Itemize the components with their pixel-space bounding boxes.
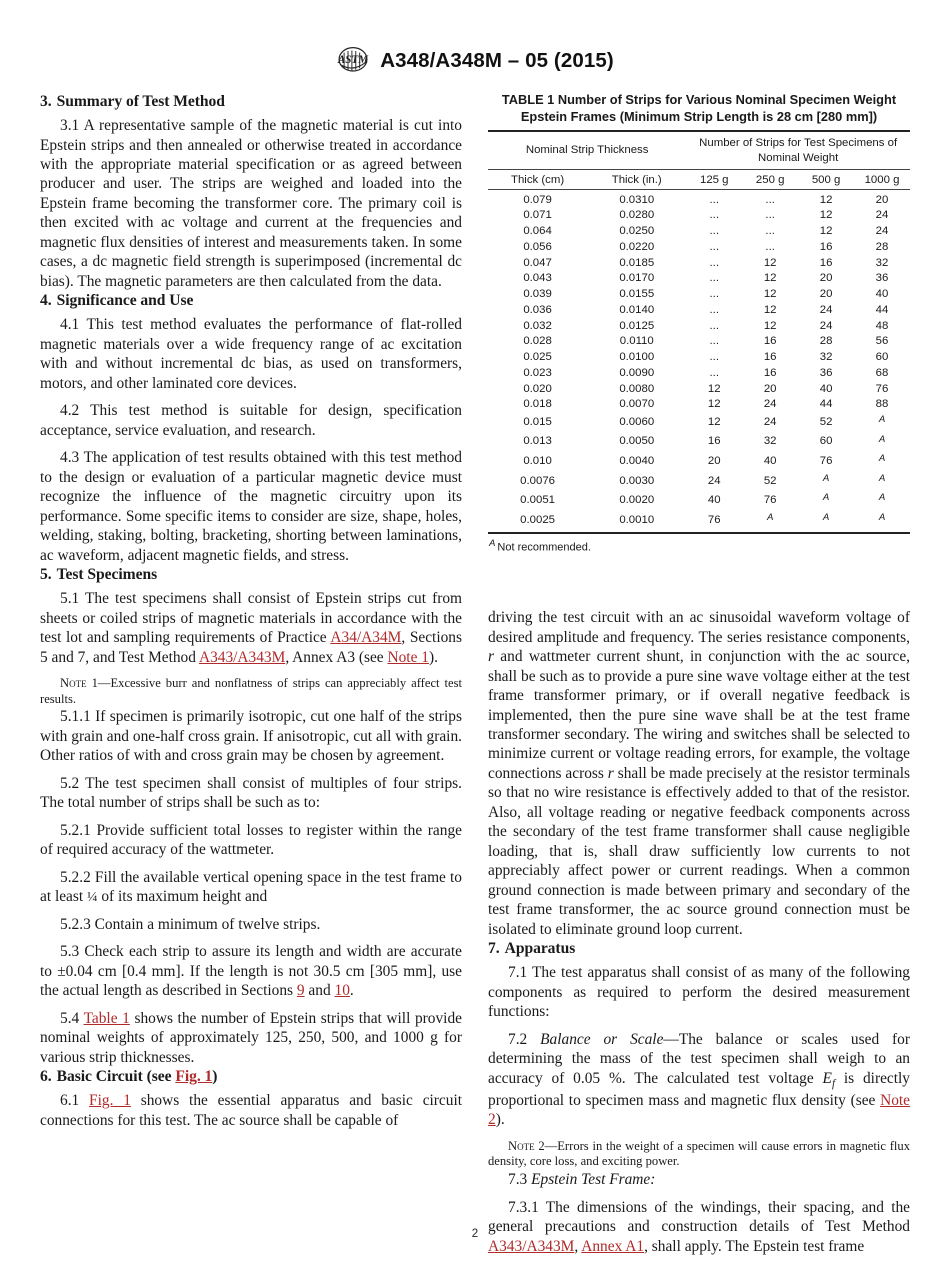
paragraph-7-2-text-a: —The balance or scales used for determining the mass of the test specimen shall weigh to an accuracy of 0.05 %. The calculated test voltage: [488, 1030, 910, 1087]
table-cell: ...: [709, 209, 720, 222]
paragraph-5-2-2-text-a: 5.2.2 Fill the available vertical opening space in the test frame to at least: [40, 868, 462, 906]
note-1-text: 1—Excessive burr and nonflatness of strips can appreciably affect test results.: [40, 676, 462, 706]
xref-annex-a1[interactable]: Annex A1: [581, 1237, 645, 1255]
xref-table-1[interactable]: Table 1: [83, 1009, 130, 1027]
paragraph-6-1-cont-c: shall be made precisely at the resistor terminals so that no wire resistance is effectively added to that of the resistor. Also, all voltage reading or negative feedback components across the secondary of the test frame transformer shall cause negligible loading, that is, shall draw sufficiently low currents to not appreciably affect power or current readings. When a common ground connection is made between primary and secondary of the test frame transformer, the ac source ground connection must be isolated to eliminate ground loop current.: [488, 764, 911, 938]
table-cell: 0.010: [523, 454, 552, 467]
table-cell: 44: [875, 303, 889, 316]
table-cell: 0.025: [523, 351, 552, 364]
section-heading-3: [40, 92, 462, 111]
paragraph-5-2: 5.2 The test specimen shall consist of multiples of four strips. The total number of strips shall be such as to:: [40, 774, 462, 812]
footnote-reference: A: [878, 453, 886, 465]
svg-text:ASTM: ASTM: [338, 54, 369, 67]
table-1: [488, 130, 910, 534]
section-heading-5: [40, 565, 462, 584]
table-cell: 12: [707, 382, 721, 395]
table-cell: 32: [763, 435, 777, 448]
table-cell: 0.0010: [619, 513, 655, 526]
table-1-group-header-weight: Number of Strips for Test Specimens of Nominal Weight: [699, 137, 898, 164]
note-1: [40, 676, 462, 707]
table-row: [488, 366, 910, 382]
variable-e: E: [822, 1069, 832, 1087]
paragraph-7-2-number: 7.2: [508, 1030, 541, 1048]
table-cell: 24: [875, 209, 889, 222]
paragraph-7-2-text-c: ).: [495, 1111, 505, 1129]
variable-r-2: r: [607, 764, 614, 782]
table-cell: 0.0100: [619, 351, 655, 364]
document-designation: A348/A348M – 05 (2015): [380, 49, 614, 72]
table-row: [488, 190, 910, 209]
table-row: [488, 432, 910, 452]
table-cell: 36: [875, 272, 889, 285]
paragraph-5-2-3: 5.2.3 Contain a minimum of twelve strips.: [60, 915, 321, 933]
table-row: [488, 511, 910, 534]
table-cell: 44: [819, 398, 833, 411]
table-row: [488, 303, 910, 319]
paragraph-5-3-text-a: 5.3 Check each strip to assure its length and width are accurate to ±0.04 cm [0.4 mm]. If the length is not 30.5 cm [305 mm], use the actual length as described in Sections: [40, 943, 462, 1000]
table-cell: [798, 491, 854, 511]
table-cell: 16: [819, 256, 833, 269]
table-1-footnote-text: Not recommended.: [497, 542, 591, 555]
table-cell: 0.0155: [619, 288, 655, 301]
table-row: [488, 334, 910, 350]
table-cell: 24: [763, 398, 777, 411]
table-cell: ...: [709, 288, 720, 301]
right-column: [488, 92, 910, 1256]
table-cell: 0.0030: [619, 474, 655, 487]
paragraph-7-2-text-b: is directly proportional to specimen mass and magnetic flux density (see: [488, 1069, 910, 1109]
section-number-4: 4.: [40, 292, 52, 310]
xref-section-9[interactable]: 9: [296, 982, 305, 1000]
table-cell: 32: [875, 256, 889, 269]
table-cell: 48: [875, 319, 889, 332]
table-cell: 40: [763, 454, 777, 467]
section-title-5: Test Specimens: [56, 566, 158, 584]
table-cell: 20: [875, 193, 889, 206]
table-cell: 0.018: [523, 398, 552, 411]
table-cell: 0.0310: [619, 193, 655, 206]
paragraph-5-1-text-c: , Annex A3 (see: [285, 648, 388, 666]
table-cell: ...: [765, 225, 775, 238]
table-cell: 56: [875, 335, 889, 348]
table-row: [488, 318, 910, 334]
table-cell: [854, 432, 910, 452]
table-cell: ...: [709, 256, 720, 269]
table-cell: ...: [709, 303, 720, 316]
table-cell: 0.0076: [520, 474, 555, 487]
xref-a343-a343m[interactable]: A343/A343M: [198, 648, 286, 666]
paragraph-5-3: [40, 942, 462, 1000]
paragraph-5-4-text-b: shows the number of Epstein strips that will provide nominal weights of approximately 125, 250, 500, and 1000 g for various strip thicknesses.: [40, 1009, 462, 1066]
column-spacer: [488, 554, 910, 608]
table-cell: ...: [709, 335, 720, 348]
footnote-reference: A: [878, 472, 886, 484]
table-1-footnote: [488, 538, 910, 554]
table-cell: 24: [819, 319, 833, 332]
paragraph-5-3-text-c: .: [349, 982, 354, 1000]
table-row: [488, 350, 910, 366]
page-body: [40, 92, 911, 1255]
table-cell: [854, 491, 910, 511]
table-cell: 0.0051: [520, 494, 555, 507]
table-cell: ...: [709, 272, 720, 285]
table-cell: 0.0220: [619, 240, 655, 253]
section-heading-7: [488, 939, 910, 958]
table-cell: 0.0060: [619, 415, 655, 428]
table-cell: 12: [763, 319, 777, 332]
table-1-head: [488, 131, 910, 190]
table-cell: ...: [765, 209, 775, 222]
table-1-col-250g: 250 g: [755, 173, 785, 186]
table-cell: 0.0185: [619, 256, 655, 269]
table-cell: 0.0125: [619, 319, 655, 332]
table-cell: 16: [707, 435, 721, 448]
table-cell: 16: [819, 240, 833, 253]
table-cell: 0.013: [523, 435, 552, 448]
note-2-label: Note: [508, 1138, 535, 1153]
table-cell: 76: [763, 494, 777, 507]
xref-a34-a34m[interactable]: A34/A34M: [330, 629, 402, 647]
table-row: [488, 491, 910, 511]
table-cell: 32: [819, 351, 833, 364]
table-cell: 20: [707, 454, 721, 467]
table-cell: [854, 452, 910, 472]
paragraph-6-1-text-a: 6.1: [60, 1092, 90, 1110]
table-row: [488, 271, 910, 287]
table-cell: [742, 511, 798, 534]
table-row: [488, 240, 910, 256]
xref-fig-1[interactable]: Fig. 1: [89, 1092, 131, 1110]
table-cell: ...: [709, 319, 720, 332]
paragraph-5-1-text-d: ).: [428, 648, 438, 666]
table-cell: 20: [819, 272, 833, 285]
fraction-one-quarter: ¼: [87, 890, 98, 906]
table-cell: 0.056: [523, 240, 552, 253]
table-cell: 60: [819, 435, 833, 448]
paragraph-7-1: 7.1 The test apparatus shall consist of as many of the following components as required to perform the desired measurement functions:: [488, 964, 910, 1021]
table-cell: 12: [707, 398, 721, 411]
paragraph-6-1-text-b: shows the essential apparatus and basic circuit connections for this test. The ac source shall be capable of: [40, 1092, 462, 1129]
table-cell: 12: [763, 303, 777, 316]
table-cell: ...: [765, 240, 775, 253]
table-cell: ...: [709, 351, 720, 364]
table-cell: 0.0020: [619, 494, 655, 507]
xref-note-1[interactable]: Note 1: [387, 648, 429, 666]
table-row: [488, 208, 910, 224]
footnote-reference: A: [878, 414, 886, 426]
paragraph-4-1: 4.1 This test method evaluates the performance of flat-rolled magnetic materials over a wide frequency range of ac excitation with and without incremental dc bias, as used on transformers, motors, and other laminated core devices.: [40, 316, 462, 392]
table-row: [488, 413, 910, 433]
table-cell: 68: [875, 366, 889, 379]
table-cell: 28: [819, 335, 833, 348]
table-cell: 36: [819, 366, 833, 379]
table-1-col-125g: 125 g: [700, 173, 729, 186]
table-cell: 0.0170: [619, 272, 655, 285]
table-cell: 0.023: [523, 366, 552, 379]
variable-e-subscript: f: [831, 1077, 836, 1090]
paragraph-7-2: [488, 1030, 910, 1130]
table-cell: 12: [707, 415, 721, 428]
table-cell: ...: [709, 366, 720, 379]
table-cell: 40: [875, 288, 889, 301]
table-cell: 0.0050: [619, 435, 655, 448]
table-1-col-1000g: 1000 g: [864, 173, 900, 186]
table-cell: 0.015: [523, 415, 552, 428]
table-cell: 40: [819, 382, 833, 395]
table-cell: [854, 413, 910, 433]
table-1-title-line2: Epstein Frames (Minimum Strip Length is 28 cm [280 mm]): [520, 108, 878, 124]
table-cell: 52: [819, 415, 833, 428]
table-row: [488, 224, 910, 240]
table-1-group-header-thickness: Nominal Strip Thickness: [525, 144, 649, 157]
table-cell: 16: [763, 335, 777, 348]
table-cell: 20: [819, 288, 833, 301]
table-cell: 12: [819, 225, 833, 238]
paragraph-7-3-term: Epstein Test Frame:: [531, 1171, 656, 1189]
table-cell: 0.0080: [619, 382, 655, 395]
table-cell: 24: [707, 474, 721, 487]
table-cell: ...: [709, 240, 720, 253]
section-number-5: 5.: [40, 566, 52, 584]
astm-logo: [336, 46, 370, 76]
footnote-reference: A: [878, 492, 886, 504]
table-cell: 0.036: [523, 303, 552, 316]
table-cell: 16: [763, 366, 777, 379]
paragraph-7-2-term: Balance or Scale: [540, 1030, 664, 1048]
table-cell: 0.0280: [619, 209, 655, 222]
table-cell: 0.0110: [619, 335, 654, 348]
table-cell: 12: [819, 193, 833, 206]
xref-fig-1-heading[interactable]: Fig. 1: [175, 1068, 213, 1086]
table-cell: 76: [707, 513, 721, 526]
table-row: [488, 397, 910, 413]
paragraph-5-1-1: 5.1.1 If specimen is primarily isotropic, cut one half of the strips with grain and one-half cross grain. If anisotropic, cut all with grain. Other ratios of with and cross grain may be chosen by agreement.: [40, 708, 462, 765]
table-cell: 0.064: [523, 225, 552, 238]
paragraph-7-3: [488, 1170, 910, 1189]
table-cell: 0.043: [523, 272, 552, 285]
table-cell: 24: [819, 303, 833, 316]
table-row: [488, 287, 910, 303]
paragraph-4-3: 4.3 The application of test results obtained with this test method to the design or evaluation of a particular magnetic device must recognize the influence of the magnetic circuitry upon its performance. Some specific items to consider are size, shape, holes, welding, staking, bolting, bracketing, shorting between laminations, ac waveform, adjacent magnetic fields, and stress.: [40, 449, 462, 564]
paragraph-6-1-cont-b: and wattmeter current shunt, in conjunction with the ac source, shall be such as to provide a pure sine wave voltage either at the test frame transformer primary, or if overall negative feedback is implemented, then the pure sine wave shall be at the test frame transformer secondary. The wiring and switches shall be selected to minimize current or voltage reading errors, for example, the voltage connections across: [488, 648, 910, 782]
left-column: [40, 92, 462, 1130]
section-title-7: Apparatus: [504, 940, 576, 958]
paragraph-5-1-text-b: , Sections 5 and 7, and Test Method: [40, 629, 462, 666]
table-cell: 0.0070: [619, 398, 655, 411]
paragraph-5-4-text-a: 5.4: [60, 1009, 84, 1027]
table-cell: 0.0040: [619, 454, 655, 467]
table-row: [488, 256, 910, 272]
paragraph-5-3-text-b: and: [304, 982, 335, 1000]
table-1-col-thick-cm: Thick (cm): [511, 173, 565, 186]
paragraph-5-1-text-a: 5.1 The test specimens shall consist of Epstein strips cut from sheets or coiled strips of magnetic materials in accordance with the test lot and sampling requirements of Practice: [40, 590, 462, 647]
table-cell: 0.079: [523, 193, 552, 206]
paragraph-6-1-continued: [488, 608, 910, 939]
table-cell: 0.047: [523, 256, 552, 269]
table-cell: 0.020: [523, 382, 552, 395]
note-2: [488, 1139, 910, 1170]
table-1-footnote-mark: A: [489, 538, 496, 550]
table-cell: 12: [763, 272, 777, 285]
table-cell: 76: [819, 454, 833, 467]
table-cell: 60: [875, 351, 889, 364]
table-cell: 0.039: [523, 288, 552, 301]
table-cell: 52: [763, 474, 777, 487]
paragraph-7-3-number: 7.3: [508, 1171, 532, 1189]
variable-r-1: r: [488, 648, 494, 666]
section-heading-6: [40, 1067, 462, 1086]
table-cell: [854, 471, 910, 491]
table-cell: [854, 511, 910, 534]
paragraph-7-3-1-text-a: 7.3.1 The dimensions of the windings, their spacing, and the general precautions and construction details of Test Method: [488, 1198, 910, 1236]
table-cell: [798, 471, 854, 491]
section-number-7: 7.: [488, 940, 500, 958]
table-cell: 88: [875, 398, 889, 411]
section-heading-4: [40, 291, 462, 310]
section-number-3: 3.: [40, 93, 52, 110]
table-cell: 0.0025: [520, 513, 555, 526]
xref-a343-a343m-2[interactable]: A343/A343M: [488, 1237, 575, 1255]
table-1-col-thick-in: Thick (in.): [611, 173, 662, 186]
table-1-col-500g: 500 g: [811, 173, 841, 186]
table-1-group-header-row: [488, 131, 910, 169]
xref-note-2[interactable]: Note 2: [488, 1091, 910, 1129]
paragraph-5-1: [40, 589, 462, 667]
footnote-reference: A: [822, 492, 830, 504]
page-number: 2: [471, 1228, 479, 1240]
paragraph-5-2-2: [40, 868, 462, 907]
table-cell: 76: [875, 382, 889, 395]
section-title-3: Summary of Test Method: [56, 93, 225, 110]
section-title-6-a: Basic Circuit (see: [56, 1068, 176, 1086]
table-cell: 0.032: [523, 319, 552, 332]
table-row: [488, 381, 910, 397]
table-1-title-line1: TABLE 1 Number of Strips for Various Nominal Specimen Weight: [501, 92, 897, 107]
table-cell: 20: [763, 382, 777, 395]
footnote-reference: A: [878, 511, 886, 523]
table-cell: 40: [707, 494, 721, 507]
paragraph-7-3-1: [488, 1198, 910, 1256]
table-cell: ...: [709, 193, 720, 206]
paragraph-5-4: [40, 1009, 462, 1067]
table-1-column-header-row: [488, 169, 910, 190]
table-cell: ...: [765, 193, 775, 206]
paragraph-7-3-1-text-b: ,: [574, 1237, 582, 1255]
xref-section-10[interactable]: 10: [334, 982, 350, 1000]
footnote-reference: A: [878, 433, 886, 445]
note-1-label: Note: [60, 676, 87, 691]
table-cell: 24: [763, 415, 777, 428]
table-cell: 12: [763, 288, 777, 301]
section-title-6-b: ): [212, 1068, 218, 1086]
table-cell: 12: [819, 209, 833, 222]
table-cell: 0.028: [523, 335, 552, 348]
table-1-block: [488, 92, 910, 554]
table-cell: 12: [763, 256, 777, 269]
section-title-4: Significance and Use: [56, 292, 194, 310]
table-cell: 0.0090: [619, 366, 655, 379]
footnote-reference: A: [766, 511, 774, 523]
footnote-reference: A: [822, 511, 830, 523]
table-cell: 0.0250: [619, 225, 655, 238]
table-row: [488, 452, 910, 472]
table-cell: 0.071: [523, 209, 552, 222]
table-cell: 24: [875, 225, 889, 238]
section-number-6: 6.: [40, 1068, 52, 1086]
note-2-text: 2—Errors in the weight of a specimen will cause errors in magnetic flux density, core loss, and exciting power.: [488, 1138, 910, 1169]
table-cell: 0.0140: [619, 303, 655, 316]
paragraph-3-1: 3.1 A representative sample of the magnetic material is cut into Epstein strips and then annealed or otherwise treated in accordance with the appropriate material specification or as agreed between producer and user. The strips are weighed and loaded into the Epstein frame becoming the transformer core. The primary coil is then excited with ac voltage and current at the frequencies and magnetic flux densities of interest and measurements taken. In some cases, a dc magnetic field strength is superimposed (incremental dc bias). The magnetic parameters are then calculated from the data.: [40, 117, 462, 290]
paragraph-5-2-1: 5.2.1 Provide sufficient total losses to register within the range of required accuracy of the wattmeter.: [40, 821, 462, 859]
table-cell: 28: [875, 240, 889, 253]
table-1-title: [488, 92, 910, 125]
table-cell: ...: [709, 225, 720, 238]
paragraph-4-2: 4.2 This test method is suitable for design, specification acceptance, service evaluation, and research.: [40, 402, 462, 439]
paragraph-6-1-cont-a: driving the test circuit with an ac sinusoidal waveform voltage of desired amplitude and frequency. The series resistance components,: [488, 609, 910, 646]
paragraph-7-3-1-text-c: , shall apply. The Epstein test frame: [644, 1237, 865, 1255]
paragraph-6-1: [40, 1091, 462, 1130]
table-row: [488, 471, 910, 491]
table-cell: [798, 511, 854, 534]
footnote-reference: A: [822, 472, 830, 484]
table-1-body: [488, 190, 910, 534]
page-header: [0, 44, 950, 78]
paragraph-5-2-2-text-b: of its maximum height and: [97, 888, 268, 906]
table-cell: 16: [763, 351, 777, 364]
